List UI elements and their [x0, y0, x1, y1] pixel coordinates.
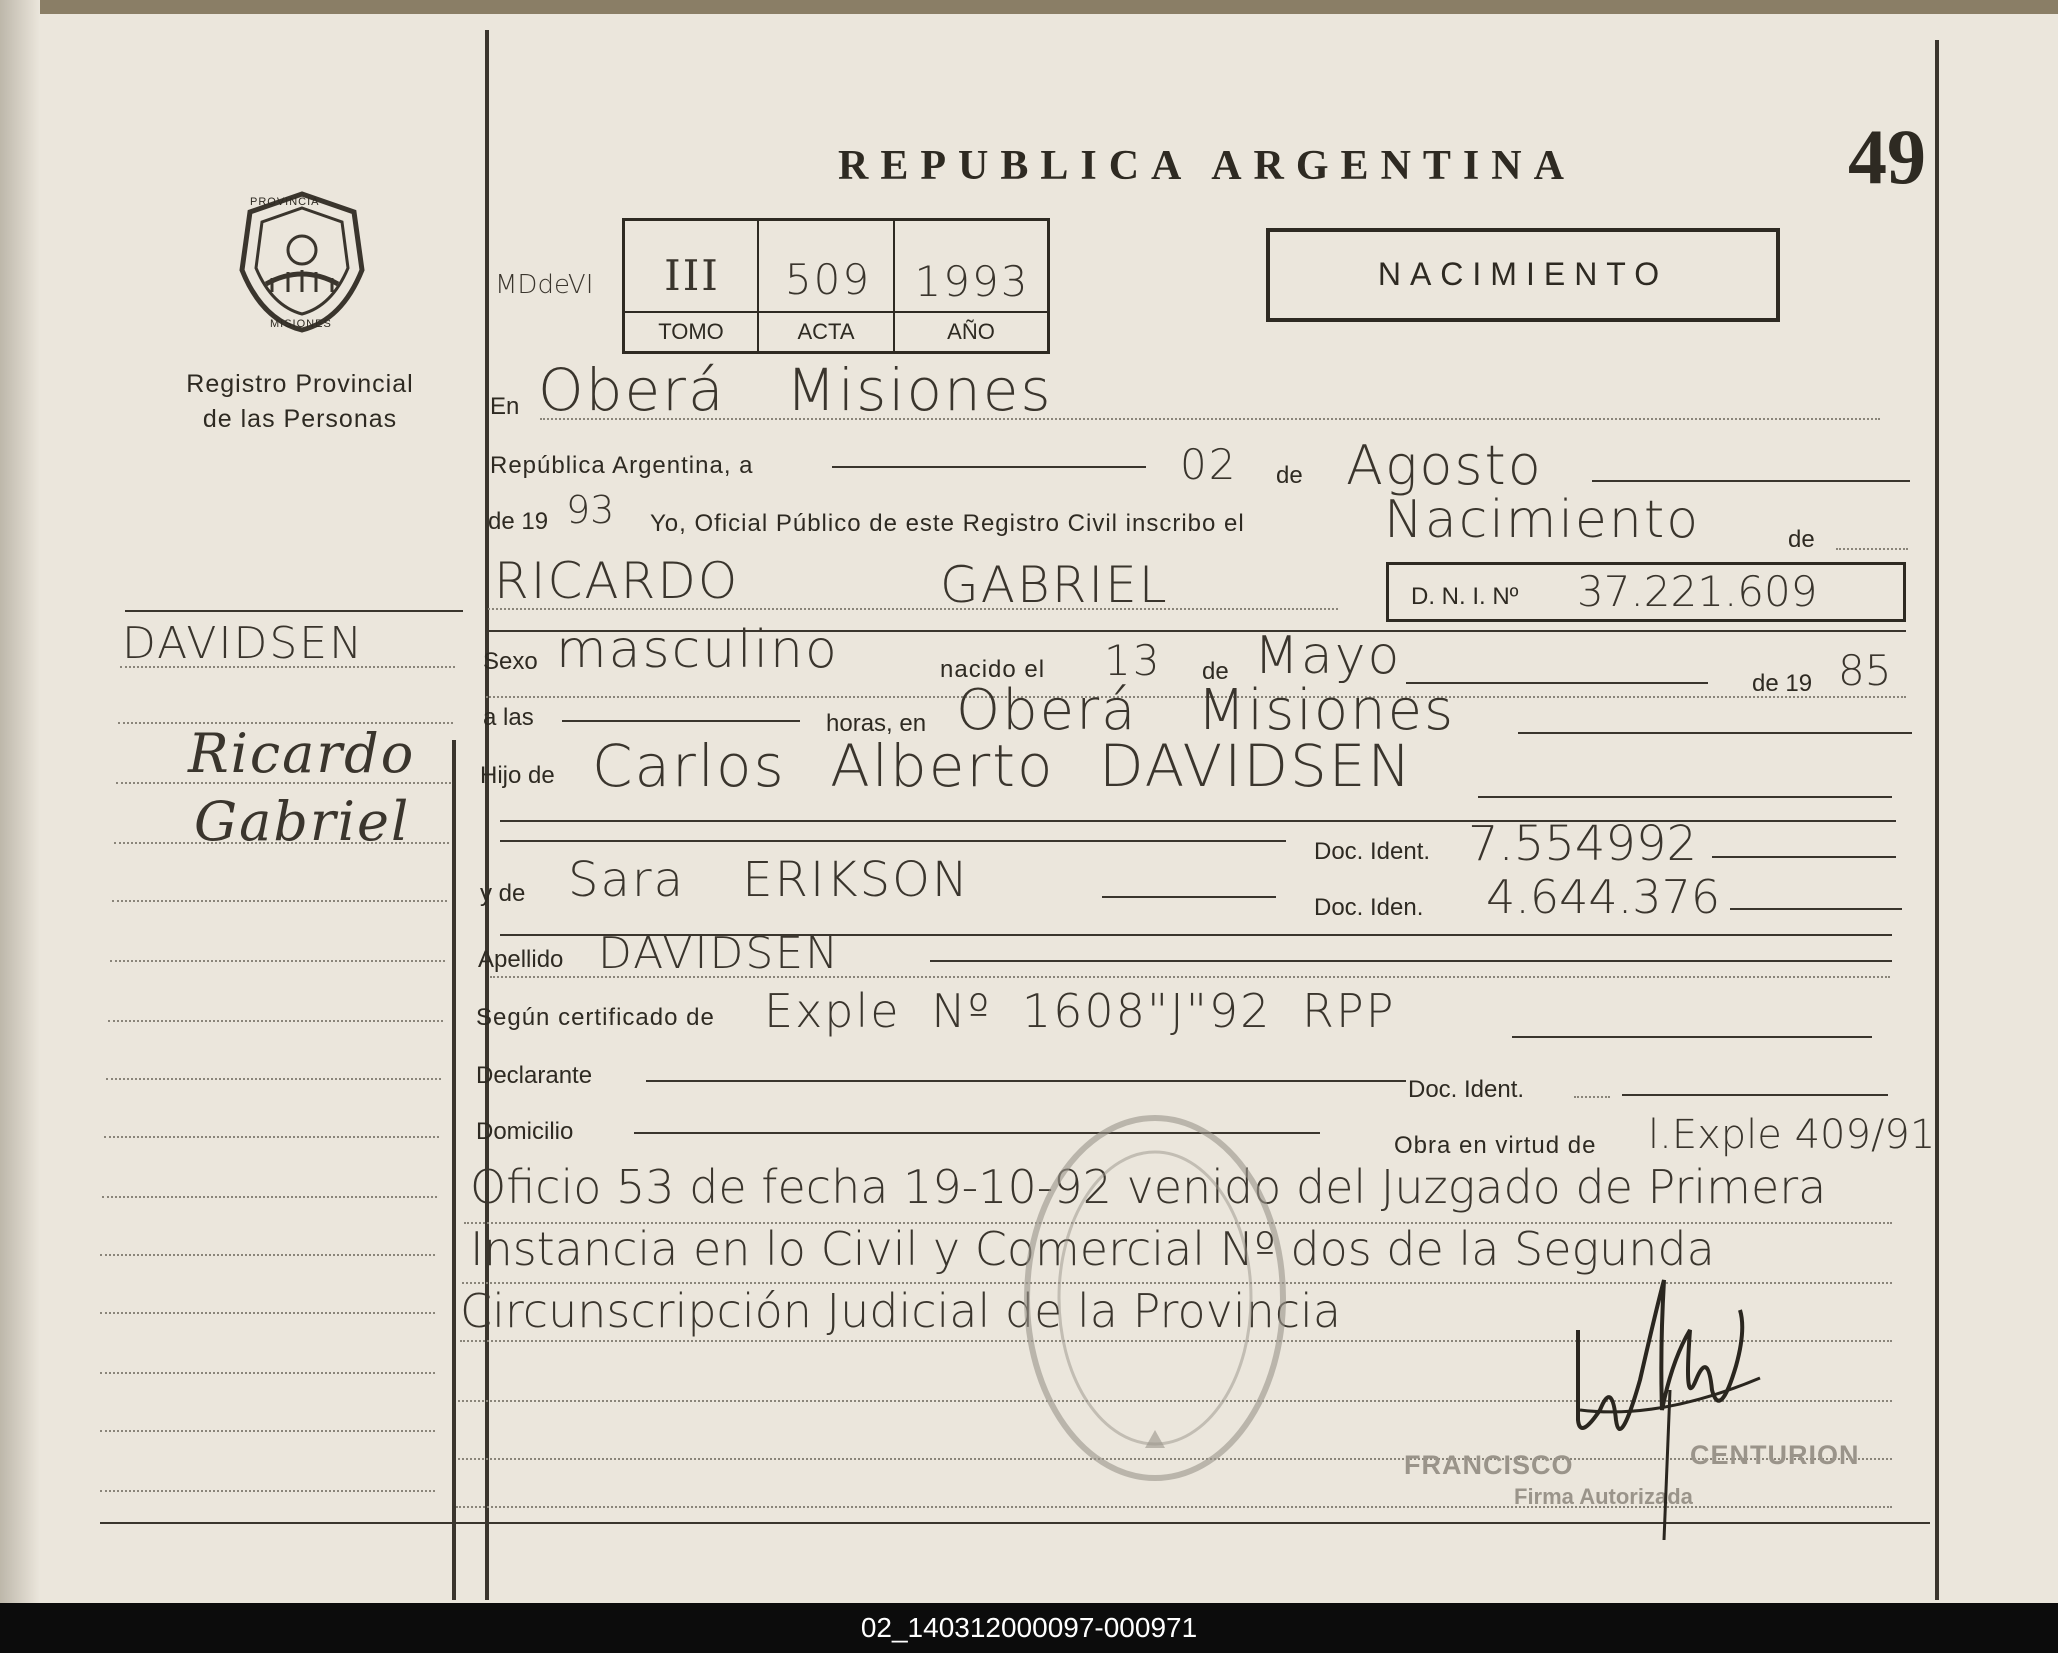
- name-line: [488, 608, 1338, 610]
- date-blank-line: [832, 466, 1146, 468]
- mother-doc-line: [1730, 908, 1902, 910]
- apellido-line: [930, 960, 1892, 962]
- place-value: Oberá Misiones: [538, 356, 1053, 424]
- sexo-label: Sexo: [483, 648, 538, 675]
- tomo-value: III: [664, 251, 720, 300]
- margin-line: [116, 782, 451, 784]
- mother-line: [1102, 896, 1276, 898]
- a-las-label: a las: [483, 704, 534, 731]
- name-first: RICARDO: [494, 552, 740, 610]
- father-doc-line: [1712, 856, 1896, 858]
- hijo-label: Hijo de: [480, 762, 555, 789]
- acta-label: ACTA: [797, 319, 855, 344]
- oficial-text: Yo, Oficial Público de este Registro Civil inscribo el: [650, 510, 1245, 537]
- obra-label: Obra en virtud de: [1394, 1132, 1597, 1159]
- father-doc-blank: [500, 840, 1286, 842]
- declarante-doc-line: [1622, 1094, 1888, 1096]
- margin-line: [110, 960, 445, 962]
- inscribed-value: Nacimiento: [1384, 490, 1701, 550]
- declarante-doc-label: Doc. Ident.: [1408, 1076, 1525, 1103]
- declarante-line: [646, 1080, 1406, 1082]
- obra-value: l.Exple 409/91: [1648, 1112, 1936, 1158]
- apellido-dots: [490, 976, 1890, 978]
- father-doc-value: 7.554992: [1468, 816, 1698, 872]
- de-19b-label: de 19: [1752, 670, 1813, 697]
- margin-given1: Ricardo: [188, 722, 416, 785]
- margin-rule: [125, 610, 463, 612]
- margin-line: [108, 1020, 443, 1022]
- mother-doc-value: 4.644.376: [1486, 870, 1721, 924]
- margin-line: [100, 1312, 435, 1314]
- republica-label: República Argentina, a: [490, 452, 754, 479]
- margin-line: [120, 666, 455, 668]
- month-line: [1592, 480, 1910, 482]
- segun-label: Según certificado de: [476, 1004, 715, 1031]
- note-line-1: Oficio 53 de fecha 19-10-92 venido del Juzgado de Primera: [470, 1160, 1827, 1214]
- page-right-border: [1935, 40, 1939, 1600]
- registry-seal-icon: [232, 188, 372, 336]
- mod-mark: MDdeVI: [495, 270, 594, 300]
- dni-value: 37.221.609: [1577, 567, 1818, 616]
- nacido-label: nacido el: [940, 656, 1046, 683]
- month-value: Agosto: [1346, 434, 1543, 497]
- sexo-value: masculino: [556, 620, 839, 680]
- father-value: Carlos Alberto DAVIDSEN: [592, 732, 1413, 800]
- declarante-doc-dots: [1574, 1096, 1610, 1098]
- record-type-box: [1266, 228, 1780, 322]
- domicilio-label: Domicilio: [476, 1118, 574, 1145]
- image-id: 02_140312000097-000971: [860, 1612, 1198, 1643]
- margin-line: [100, 1490, 435, 1492]
- signer-name: FRANCISCO: [1404, 1450, 1574, 1480]
- official-stamp-icon: [1020, 1108, 1290, 1488]
- signature-icon: [1560, 1270, 1780, 1550]
- column-divider-bottom: [452, 740, 456, 1600]
- mother-value: Sara ERIKSON: [568, 852, 970, 908]
- dni-box: [1386, 562, 1906, 622]
- declarante-label: Declarante: [476, 1062, 593, 1089]
- mother-doc-label: Doc. Iden.: [1314, 894, 1424, 921]
- margin-line: [114, 842, 449, 844]
- segun-value: Exple Nº 1608"J"92 RPP: [764, 984, 1396, 1038]
- margin-surname: DAVIDSEN: [122, 618, 364, 669]
- hour-line: [562, 720, 800, 722]
- apellido-label: Apellido: [478, 946, 564, 973]
- de-19-label: de 19: [488, 508, 549, 535]
- note-line-2: Instancia en lo Civil y Comercial Nº dos de la Segunda: [470, 1222, 1715, 1276]
- segun-line: [1512, 1036, 1872, 1038]
- seal-top-text: PROVINCIA: [250, 196, 320, 208]
- en-label: En: [490, 393, 520, 420]
- record-type: NACIMIENTO: [1377, 256, 1669, 292]
- birth-month-value: Mayo: [1254, 626, 1402, 686]
- margin-line: [100, 1254, 435, 1256]
- margin-line: [104, 1136, 439, 1138]
- inscribed-line: [1836, 548, 1908, 550]
- name-second: GABRIEL: [940, 556, 1169, 614]
- acta-value: 509: [784, 255, 872, 304]
- seal-bottom-text: MISIONES: [270, 318, 332, 330]
- signer-role: Firma Autorizada: [1514, 1484, 1693, 1509]
- year-suffix-value: 93: [566, 488, 615, 532]
- anio-value: 1993: [914, 257, 1030, 306]
- volume-box: [622, 218, 1050, 354]
- signer-surname: CENTURION: [1690, 1440, 1860, 1470]
- image-id-footer: [0, 1603, 2058, 1653]
- place-line: [540, 418, 1880, 420]
- registry-line2: de las Personas: [202, 405, 398, 433]
- apellido-value: DAVIDSEN: [598, 928, 840, 979]
- margin-given2: Gabriel: [194, 790, 411, 853]
- registry-line1: Registro Provincial: [186, 370, 414, 398]
- horas-label: horas, en: [826, 710, 927, 737]
- column-divider-top: [485, 30, 489, 1600]
- anio-label: AÑO: [947, 319, 995, 344]
- volume-box-divider: [625, 311, 1047, 313]
- birth-year-suffix: 85: [1838, 646, 1892, 695]
- margin-line: [118, 722, 453, 724]
- day-value: 02: [1180, 440, 1238, 489]
- page-number: 49: [1848, 113, 1926, 200]
- de-label-2: de: [1788, 526, 1815, 553]
- margin-line: [100, 1430, 435, 1432]
- book-top-edge: [0, 0, 2058, 14]
- birth-day-value: 13: [1104, 636, 1162, 685]
- birth-place-value: Oberá Misiones: [956, 678, 1456, 743]
- margin-line: [100, 1372, 435, 1374]
- margin-line: [106, 1078, 441, 1080]
- country-title: REPUBLICA ARGENTINA: [838, 143, 1576, 189]
- margin-line: [112, 900, 447, 902]
- note-line-3: Circunscripción Judicial de la Provincia: [460, 1284, 1342, 1338]
- birth-place-line: [1518, 732, 1912, 734]
- father-doc-label: Doc. Ident.: [1314, 838, 1431, 865]
- father-line: [1478, 796, 1892, 798]
- de-label-1: de: [1276, 462, 1303, 489]
- y-de-label: y de: [480, 880, 526, 907]
- margin-line: [102, 1196, 437, 1198]
- tomo-label: TOMO: [658, 319, 724, 344]
- book-gutter: [0, 0, 40, 1603]
- dni-label: D. N. I. Nº: [1411, 583, 1519, 610]
- de-label-3: de: [1202, 658, 1229, 685]
